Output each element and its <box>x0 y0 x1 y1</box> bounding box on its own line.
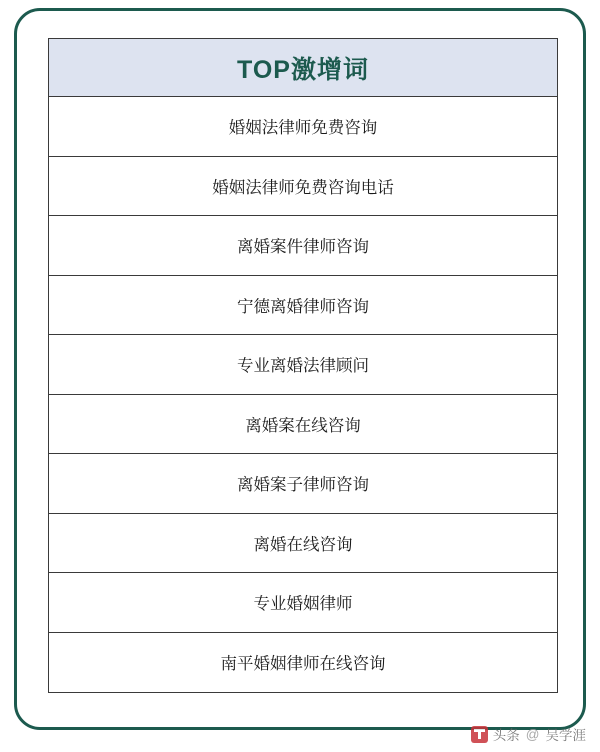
keyword-table <box>48 38 558 693</box>
table-header-row <box>49 39 557 97</box>
keyword-label: 离婚案子律师咨询 <box>237 476 369 495</box>
keyword-label: 婚姻法律师免费咨询电话 <box>212 178 394 197</box>
table-row <box>49 335 557 395</box>
keyword-label: 离婚案在线咨询 <box>245 416 361 435</box>
watermark <box>471 724 586 744</box>
content-card <box>14 8 586 730</box>
keyword-label: 宁德离婚律师咨询 <box>237 297 369 316</box>
table-row <box>49 395 557 455</box>
toutiao-logo-icon <box>471 726 488 743</box>
table-row <box>49 97 557 157</box>
table-row <box>49 216 557 276</box>
keyword-label: 离婚案件律师咨询 <box>237 238 369 257</box>
table-row <box>49 276 557 336</box>
watermark-separator: @ <box>525 726 540 742</box>
table-header-title: TOP激增词 <box>237 55 369 84</box>
keyword-label: 离婚在线咨询 <box>253 535 353 554</box>
keyword-label: 专业婚姻律师 <box>253 595 353 614</box>
watermark-source: 头条 <box>492 728 520 743</box>
keyword-label: 婚姻法律师免费咨询 <box>228 119 378 138</box>
table-row <box>49 633 557 693</box>
table-row <box>49 573 557 633</box>
keyword-label: 南平婚姻律师在线咨询 <box>220 655 386 674</box>
table-row <box>49 514 557 574</box>
table-row <box>49 157 557 217</box>
watermark-author: 吴学涯 <box>545 728 586 743</box>
table-row <box>49 454 557 514</box>
keyword-label: 专业离婚法律顾问 <box>237 357 369 376</box>
